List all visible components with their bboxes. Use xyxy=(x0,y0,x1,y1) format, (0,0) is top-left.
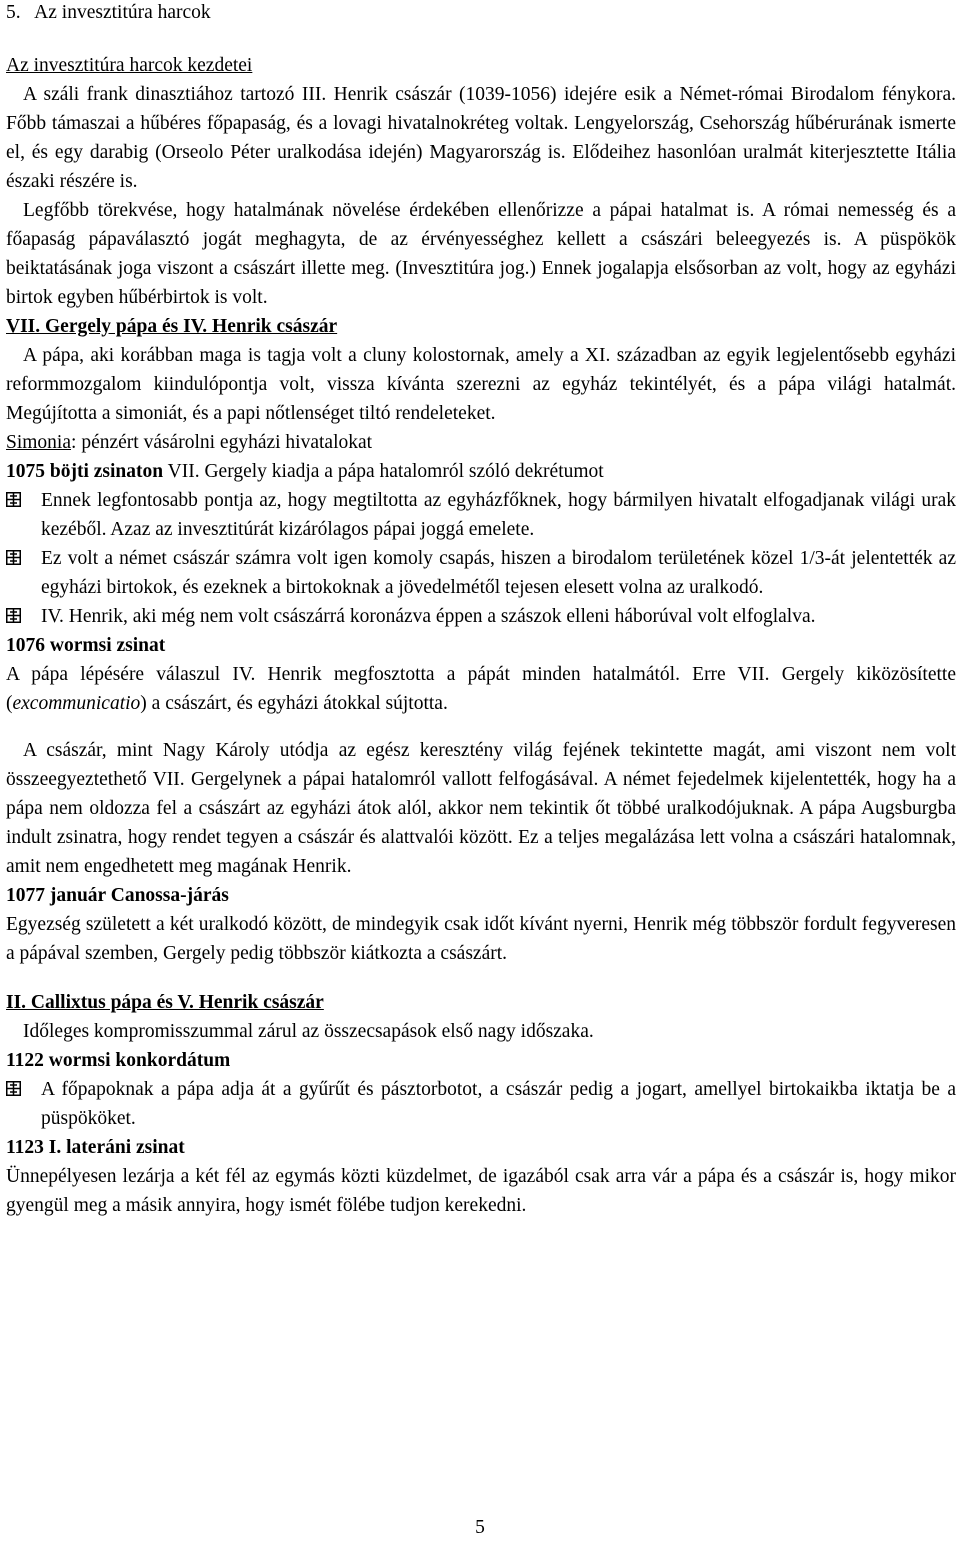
paragraph-iii-henrik: A száli frank dinasztiához tartozó III. Henrik császár (1039-1056) idejére esik a Német-római Birodalom fénykora. Főbb támaszai a hűbéres főpapaság, és a lovagi hivatalnokréteg voltak. Lengyelország, Csehország hűbérurának ismerte el, és egy darabig (Orseolo Péter uralkodása idején) Magyarország is. Elődeihez hasonlóan uralmát kiterjesztette Itália északi részére is. xyxy=(6,84,956,192)
document-page xyxy=(6,0,956,1220)
cross-in-box-icon xyxy=(6,486,41,507)
section-heading: 5. Az invesztitúra harcok xyxy=(6,2,211,23)
wormsi-1076-text-a: A pápa lépésére válaszul IV. Henrik megfosztotta a pápát minden hatalmától. Erre VII. Gergely kiközösítette ( xyxy=(6,664,956,714)
heading-wormsi-1076: 1076 wormsi zsinat xyxy=(6,635,166,656)
list-item xyxy=(6,544,956,602)
paragraph-lateran: Ünnepélyesen lezárja a két fél az egymás közti küzdelmet, de igazából csak arra vár a pápa és a császár is, hogy mikor gyengül meg a másik annyira, hogy ismét fölébe tudjon kerekedni. xyxy=(6,1166,956,1216)
paragraph-kompromisszum: Időleges kompromisszummal zárul az összecsapások első nagy időszaka. xyxy=(23,1021,594,1042)
simonia-term: Simonia xyxy=(6,432,72,453)
list-item-text: Ennek legfontosabb pontja az, hogy megtiltotta az egyházfőknek, hogy bármilyen hivatalt elfogadjanak világi urak kezéből. Azaz az invesztitúrát kizárólagos pápai joggá emelete. xyxy=(41,490,956,540)
paragraph-canossa: Egyezség született a két uralkodó között, de mindegyik csak időt kívánt nyerni, Henrik még többször fordult fegyveresen a pápával szemben, Gergely pedig többször kiátkozta a császárt. xyxy=(6,914,956,964)
heading-kezdetei: Az invesztitúra harcok kezdetei xyxy=(6,55,253,76)
wormsi-1076-text-b: ) a császárt, és egyházi átokkal sújtotta. xyxy=(140,693,448,714)
list-item-text: A főpapoknak a pápa adja át a gyűrűt és pásztorbotot, a császár pedig a jogart, amellyel birtokaikba iktatja be a püspököket. xyxy=(41,1079,956,1129)
zsinat-1075 xyxy=(6,457,956,486)
zsinat-1075-text: VII. Gergely kiadja a pápa hatalomról szóló dekrétumot xyxy=(163,461,604,482)
simonia-def: pénzért vásárolni egyházi hivatalokat xyxy=(81,432,373,453)
list-item-text: Ez volt a német császár számra volt igen komoly csapás, hiszen a birodalom területének közel 1/3-át jelentették az egyházi birtokok, és ezeknek a birtokoknak a jövedelmétől tejesen elesett volna az uralkodó. xyxy=(41,548,956,598)
paragraph-csaszar: A császár, mint Nagy Károly utódja az egész keresztény világ fejének tekintette magát, ami viszont nem volt összeegyeztethető VII. Gergelynek a pápai hatalomról vallott felfogásával. A német fejedelmek kijelentették, hogy ha a pápa nem oldozza fel a császárt az egyházi átok alól, akkor nem tekintik őt többé uralkodójuknak. A pápa Augsburgba indult zsinatra, hogy rendet tegyen a császár és alattvalói között. Ez a teljes megalázása lett volna a császári hatalomnak, amit nem engedhetett meg magának Henrik. xyxy=(6,740,956,877)
heading-callixtus: II. Callixtus pápa és V. Henrik császár xyxy=(6,992,324,1013)
heading-konkordatum: 1122 wormsi konkordátum xyxy=(6,1050,231,1071)
zsinat-1075-label: 1075 böjti zsinaton xyxy=(6,461,164,482)
cross-in-box-icon xyxy=(6,602,41,623)
page-number: 5 xyxy=(475,1517,485,1538)
excommunicatio-term: excommunicatio xyxy=(12,693,141,714)
paragraph-papa: A pápa, aki korábban maga is tagja volt a cluny kolostornak, amely a XI. században az egyik legjelentősebb egyházi reformmozgalom kiindulópontja volt, vissza kívánta szerezni az egyház tekintélyét, és a pápa világi hatalmát. Megújította a simoniát, és a papi nőtlenséget tiltó rendeleteket. xyxy=(6,345,956,424)
simonia-definition xyxy=(6,428,956,457)
list-item xyxy=(6,486,956,544)
paragraph-wormsi-1076 xyxy=(6,660,956,718)
list-item xyxy=(6,602,956,631)
heading-gergely: VII. Gergely pápa és IV. Henrik császár xyxy=(6,316,338,337)
list-item xyxy=(6,1075,956,1133)
list-item-text: IV. Henrik, aki még nem volt császárrá koronázva éppen a szászok elleni háborúval volt elfoglalva. xyxy=(41,606,816,627)
paragraph-torekves: Legfőbb törekvése, hogy hatalmának növelése érdekében ellenőrizze a pápai hatalmat is. A római nemesség és a főapaság pápaválasztó jogát meghagyta, de az érvényességhez kellett a császári beleegyezés is. A püspökök beiktatásának joga viszont a császárt illette meg. (Invesztitúra jog.) Ennek jogalapja elsősorban az volt, hogy az egyházi birtok egyben hűbérbirtok is volt. xyxy=(6,200,956,308)
heading-lateran: 1123 I. lateráni zsinat xyxy=(6,1137,185,1158)
cross-in-box-icon xyxy=(6,544,41,565)
heading-canossa: 1077 január Canossa-járás xyxy=(6,885,229,906)
cross-in-box-icon xyxy=(6,1075,41,1096)
simonia-colon: : xyxy=(71,432,82,453)
